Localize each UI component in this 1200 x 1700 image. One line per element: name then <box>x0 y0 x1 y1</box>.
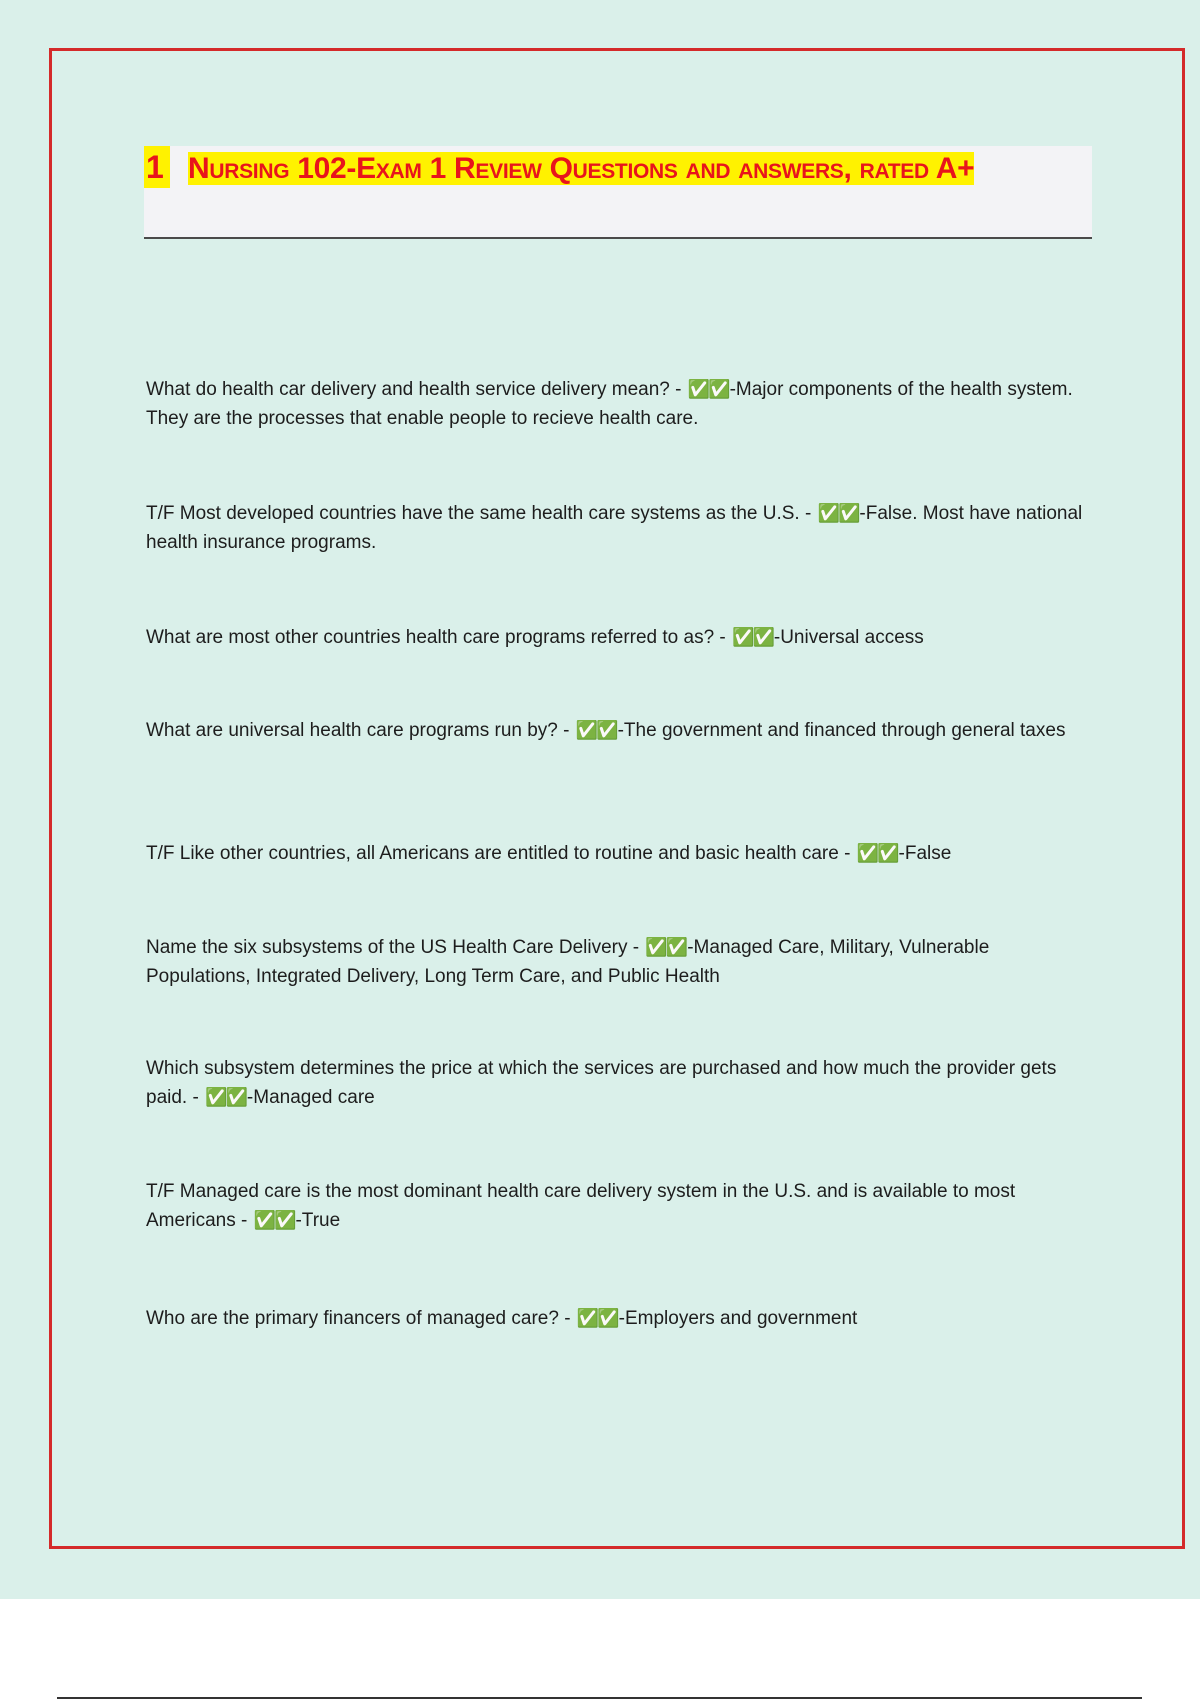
footer-rule <box>57 1697 1142 1699</box>
document-title-text: Nursing 102-Exam 1 Review Questions and answers, rated A+ <box>188 152 975 185</box>
qa-item-5 <box>146 839 1086 868</box>
double-check-icon: ✅✅ <box>205 1087 246 1108</box>
qa-item-2 <box>146 499 1086 557</box>
qa-item-4 <box>146 716 1086 745</box>
title-block <box>144 146 1092 239</box>
qa-item-9 <box>146 1304 1086 1333</box>
answer-text: -Managed Care, Military, Vulnerable Populations, Integrated Delivery, Long Term Care, and Public Health <box>146 937 990 987</box>
answer-text: -Major components of the health system. They are the processes that enable people to recieve health care. <box>146 379 1073 429</box>
question-text: What are most other countries health care programs referred to as? - <box>146 627 732 648</box>
answer-text: -The government and financed through general taxes <box>617 720 1066 741</box>
question-text: T/F Managed care is the most dominant health care delivery system in the U.S. and is available to most Americans - <box>146 1181 1016 1231</box>
qa-item-3 <box>146 623 1086 652</box>
question-text: Who are the primary financers of managed care? - <box>146 1308 576 1329</box>
answer-text: -Employers and government <box>618 1308 858 1329</box>
question-text: T/F Like other countries, all Americans are entitled to routine and basic health care - <box>146 843 856 864</box>
qa-item-7 <box>146 1054 1086 1112</box>
question-text: What do health car delivery and health service delivery mean? - <box>146 379 687 400</box>
answer-text: -Managed care <box>246 1087 375 1108</box>
document-title <box>188 146 1092 191</box>
double-check-icon: ✅✅ <box>856 843 898 864</box>
double-check-icon: ✅✅ <box>817 503 859 524</box>
answer-text: -Universal access <box>773 627 924 648</box>
answer-text: -False <box>898 843 952 864</box>
qa-item-1 <box>146 375 1086 433</box>
double-check-icon: ✅✅ <box>732 627 773 648</box>
double-check-icon: ✅✅ <box>687 379 729 400</box>
question-text: What are universal health care programs run by? - <box>146 720 575 741</box>
question-text: Which subsystem determines the price at which the services are purchased and how much the provider gets paid. - <box>146 1058 1057 1108</box>
qa-item-6 <box>146 933 1086 991</box>
double-check-icon: ✅✅ <box>576 1308 618 1329</box>
question-text: Name the six subsystems of the US Health Care Delivery - <box>146 937 645 958</box>
heading-number: 1 <box>144 146 170 188</box>
qa-item-8 <box>146 1177 1086 1235</box>
double-check-icon: ✅✅ <box>575 720 617 741</box>
question-text: T/F Most developed countries have the same health care systems as the U.S. - <box>146 503 817 524</box>
answer-text: -True <box>295 1210 341 1231</box>
double-check-icon: ✅✅ <box>253 1210 295 1231</box>
answer-text: -False. Most have national health insurance programs. <box>146 503 1083 553</box>
double-check-icon: ✅✅ <box>645 937 687 958</box>
